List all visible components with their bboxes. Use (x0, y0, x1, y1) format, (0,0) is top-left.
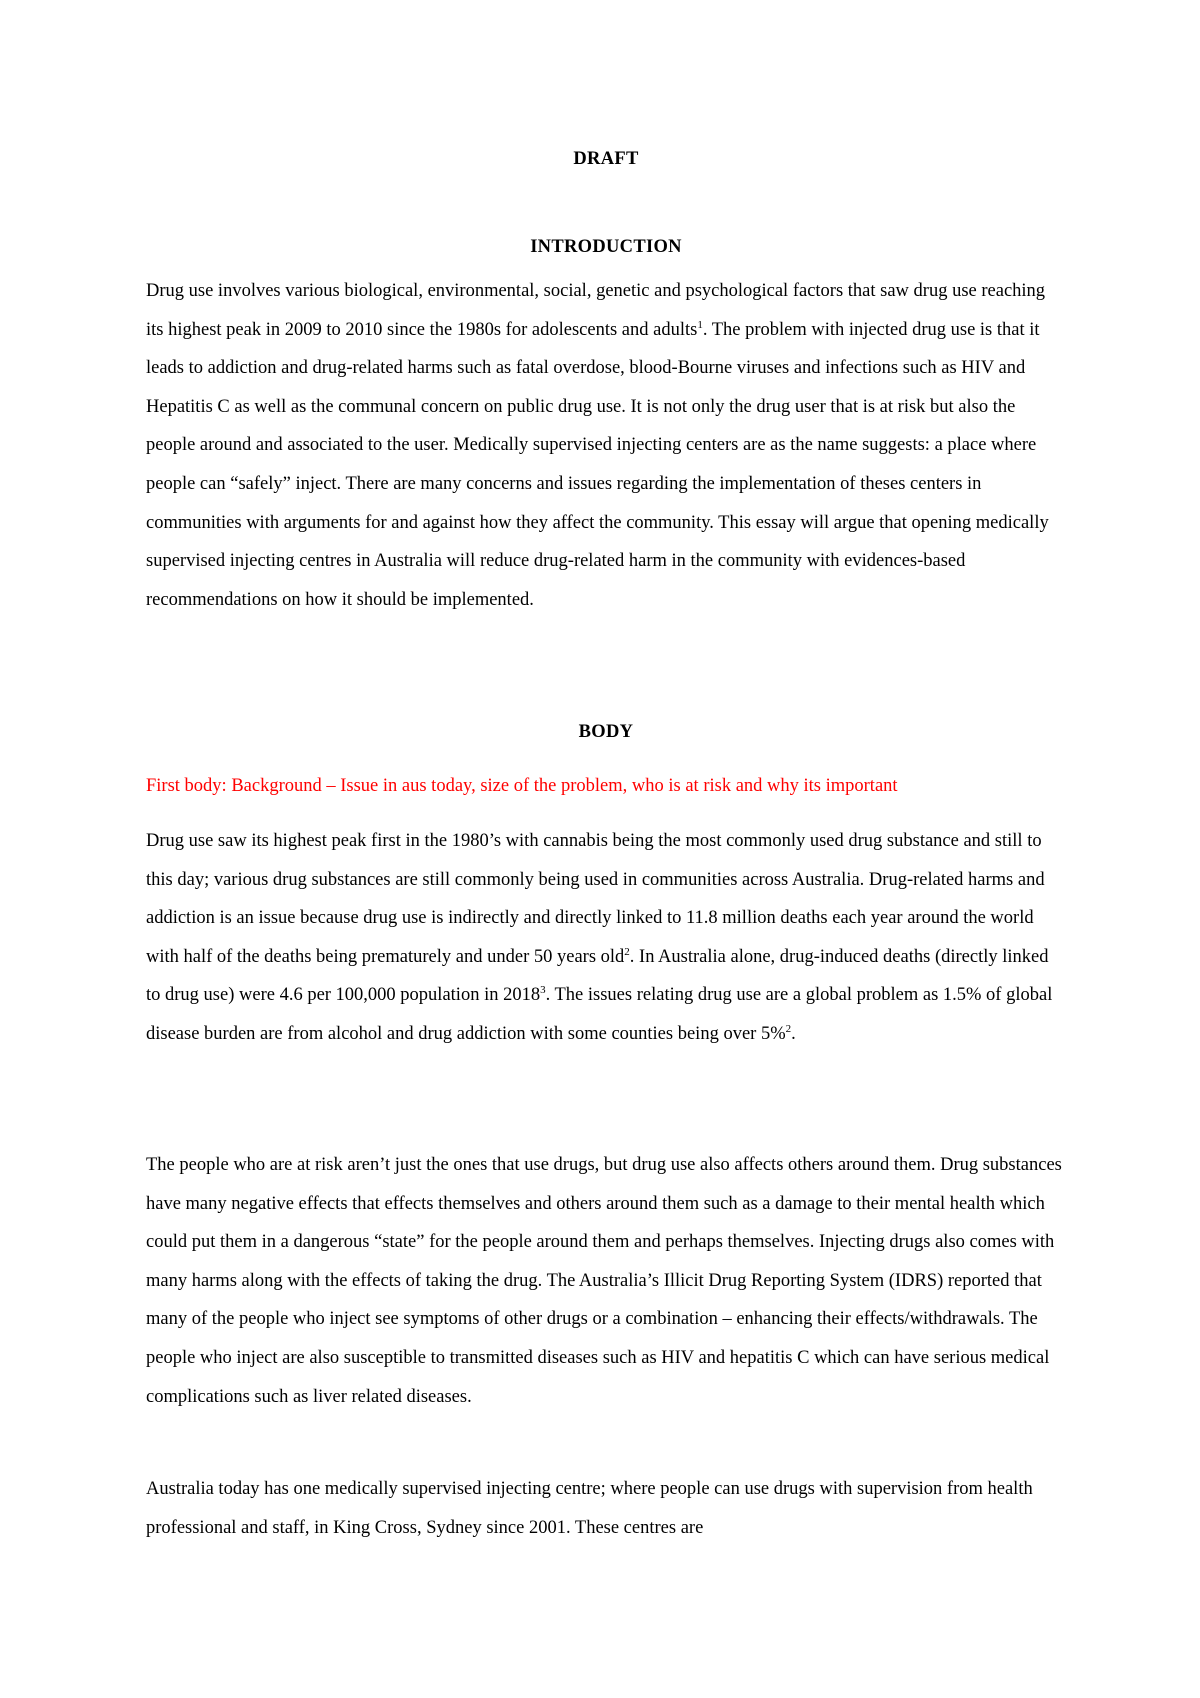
citation-superscript: 2 (785, 1022, 792, 1035)
body-paragraph-3: Australia today has one medically supervised injecting centre; where people can use drugs with supervision from health professional and staff, in King Cross, Sydney since 2001. These centres are (146, 1479, 1033, 1538)
intro-text-part2: . The problem with injected drug use is that it leads to addiction and drug-related harms such as fatal overdose, blood-Bourne viruses and infections such as HIV and Hepatitis C as well as the communal concern on public drug use. It is not only the drug user that is at risk but also the people around and associated to the user. Medically supervised injecting centers are as the name suggests: a place where people can “safely” inject. There are many concerns and issues regarding the implementation of theses centers in communities with arguments for and against how they affect the community. This essay will argue that opening medically supervised injecting centres in Australia will reduce drug-related harm in the community with evidences-based recommendations on how it should be implemented. (146, 319, 1049, 610)
introduction-paragraph (146, 272, 1066, 619)
document-title: DRAFT (573, 149, 639, 169)
citation-superscript: 3 (540, 984, 546, 997)
citation-superscript: 2 (624, 945, 630, 958)
introduction-heading: INTRODUCTION (530, 237, 682, 257)
body-p1-text-part2: . In Australia alone, drug-induced deaths (directly linked to drug use) were 4.6 per 100,000 population in 2018 (146, 946, 1049, 1006)
body-paragraph-2: The people who are at risk aren’t just the ones that use drugs, but drug use also affects others around them. Drug substances have many negative effects that effects themselves and others around them such as a damage to their mental health which could put them in a dangerous “state” for the people around them and perhaps themselves. Injecting drugs also comes with many harms along with the effects of taking the drug. The Australia’s Illicit Drug Reporting System (IDRS) reported that many of the people who inject see symptoms of other drugs or a combination – enhancing their effects/withdrawals. The people who inject are also susceptible to transmitted diseases such as HIV and hepatitis C which can have serious medical complications such as liver related diseases. (146, 1155, 1062, 1407)
body-p1-text-part3: . The issues relating drug use are a global problem as 1.5% of global disease burden are from alcohol and drug addiction with some counties being over 5% (146, 985, 1053, 1044)
first-body-label: First body: Background – Issue in aus today, size of the problem, who is at risk and why its important (146, 776, 898, 796)
body-p1-text-part4: . (791, 1023, 796, 1044)
citation-superscript: 1 (697, 318, 703, 331)
body-heading: BODY (578, 722, 634, 742)
intro-text-part1: Drug use involves various biological, environmental, social, genetic and psychological factors that saw drug use reaching its highest peak in 2009 to 2010 since the 1980s for adolescents and adults (146, 281, 1046, 340)
body-p1-text-part1: Drug use saw its highest peak first in the 1980’s with cannabis being the most commonly used drug substance and still to this day; various drug substances are still commonly being used in communities across Australia. Drug-related harms and addiction is an issue because drug use is indirectly and directly linked to 11.8 million deaths each year around the world with half of the deaths being prematurely and under 50 years old (146, 831, 1045, 967)
body-paragraph-1 (146, 822, 1066, 1054)
